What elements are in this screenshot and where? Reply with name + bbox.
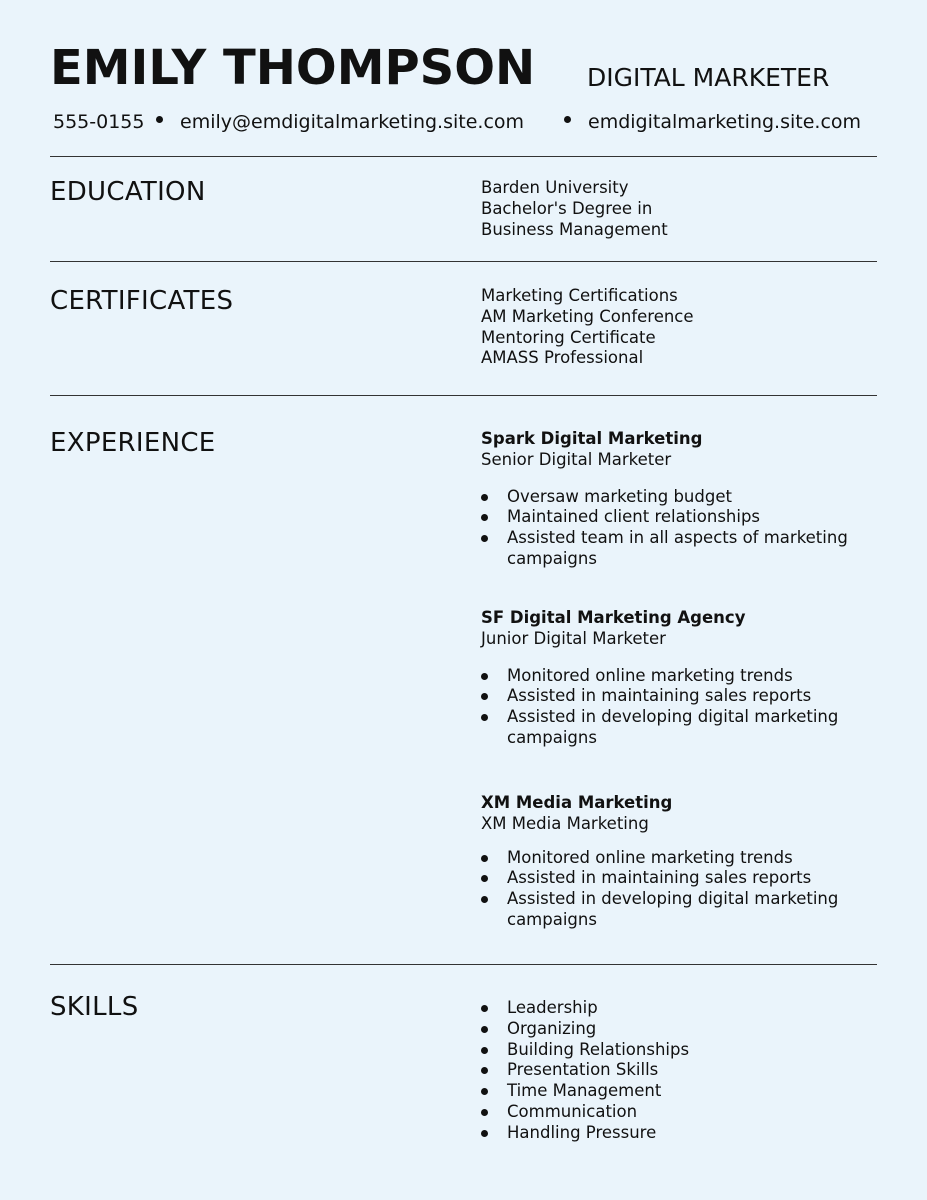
phone-number: 555-0155 xyxy=(53,111,145,133)
job-duties-list xyxy=(481,666,877,749)
education-degree: Bachelor's Degree in xyxy=(481,198,653,218)
job-company: Spark Digital Marketing xyxy=(481,429,703,448)
job-entry xyxy=(481,793,877,931)
separator-dot-icon xyxy=(564,116,571,123)
list-item: Assisted in maintaining sales reports xyxy=(481,686,877,707)
certificates-heading: CERTIFICATES xyxy=(50,286,234,316)
education-heading: EDUCATION xyxy=(50,177,206,207)
job-company: XM Media Marketing xyxy=(481,793,673,812)
job-role: Senior Digital Marketer xyxy=(481,449,672,469)
list-item: Assisted team in all aspects of marketing campaigns xyxy=(481,528,877,570)
section-divider xyxy=(50,964,877,965)
job-role: XM Media Marketing xyxy=(481,813,649,833)
certificate-item: AMASS Professional xyxy=(481,348,644,368)
list-item: Assisted in developing digital marketing campaigns xyxy=(481,889,877,931)
skill-item: Communication xyxy=(481,1102,877,1123)
job-company: SF Digital Marketing Agency xyxy=(481,608,746,627)
list-item: Monitored online marketing trends xyxy=(481,848,877,869)
list-item: Assisted in developing digital marketing campaigns xyxy=(481,707,877,749)
separator-dot-icon xyxy=(156,116,163,123)
skills-heading: SKILLS xyxy=(50,992,139,1022)
certificate-item: AM Marketing Conference xyxy=(481,306,694,326)
job-role: Junior Digital Marketer xyxy=(481,628,666,648)
section-divider xyxy=(50,156,877,157)
list-item: Monitored online marketing trends xyxy=(481,666,877,687)
skills-section xyxy=(481,998,877,1144)
skill-item: Handling Pressure xyxy=(481,1123,877,1144)
website-link[interactable]: emdigitalmarketing.site.com xyxy=(588,111,862,133)
certificate-item: Mentoring Certificate xyxy=(481,327,656,347)
list-item: Assisted in maintaining sales reports xyxy=(481,868,877,889)
list-item: Maintained client relationships xyxy=(481,507,877,528)
certificates-list xyxy=(481,286,877,369)
education-field: Business Management xyxy=(481,219,668,239)
job-duties-list xyxy=(481,487,877,570)
skill-item: Organizing xyxy=(481,1019,877,1040)
skills-list xyxy=(481,998,877,1144)
job-title: DIGITAL MARKETER xyxy=(587,63,830,92)
education-details xyxy=(481,178,877,240)
section-divider xyxy=(50,395,877,396)
section-divider xyxy=(50,261,877,262)
experience-heading: EXPERIENCE xyxy=(50,428,216,458)
education-school: Barden University xyxy=(481,178,629,197)
job-entry xyxy=(481,429,877,570)
skill-item: Building Relationships xyxy=(481,1040,877,1061)
email-link[interactable]: emily@emdigitalmarketing.site.com xyxy=(180,111,525,133)
list-item: Oversaw marketing budget xyxy=(481,487,877,508)
skill-item: Presentation Skills xyxy=(481,1060,877,1081)
skill-item: Leadership xyxy=(481,998,877,1019)
job-duties-list xyxy=(481,848,877,931)
job-entry xyxy=(481,608,877,749)
certificate-item: Marketing Certifications xyxy=(481,286,678,305)
skill-item: Time Management xyxy=(481,1081,877,1102)
candidate-name: EMILY THOMPSON xyxy=(50,40,536,96)
